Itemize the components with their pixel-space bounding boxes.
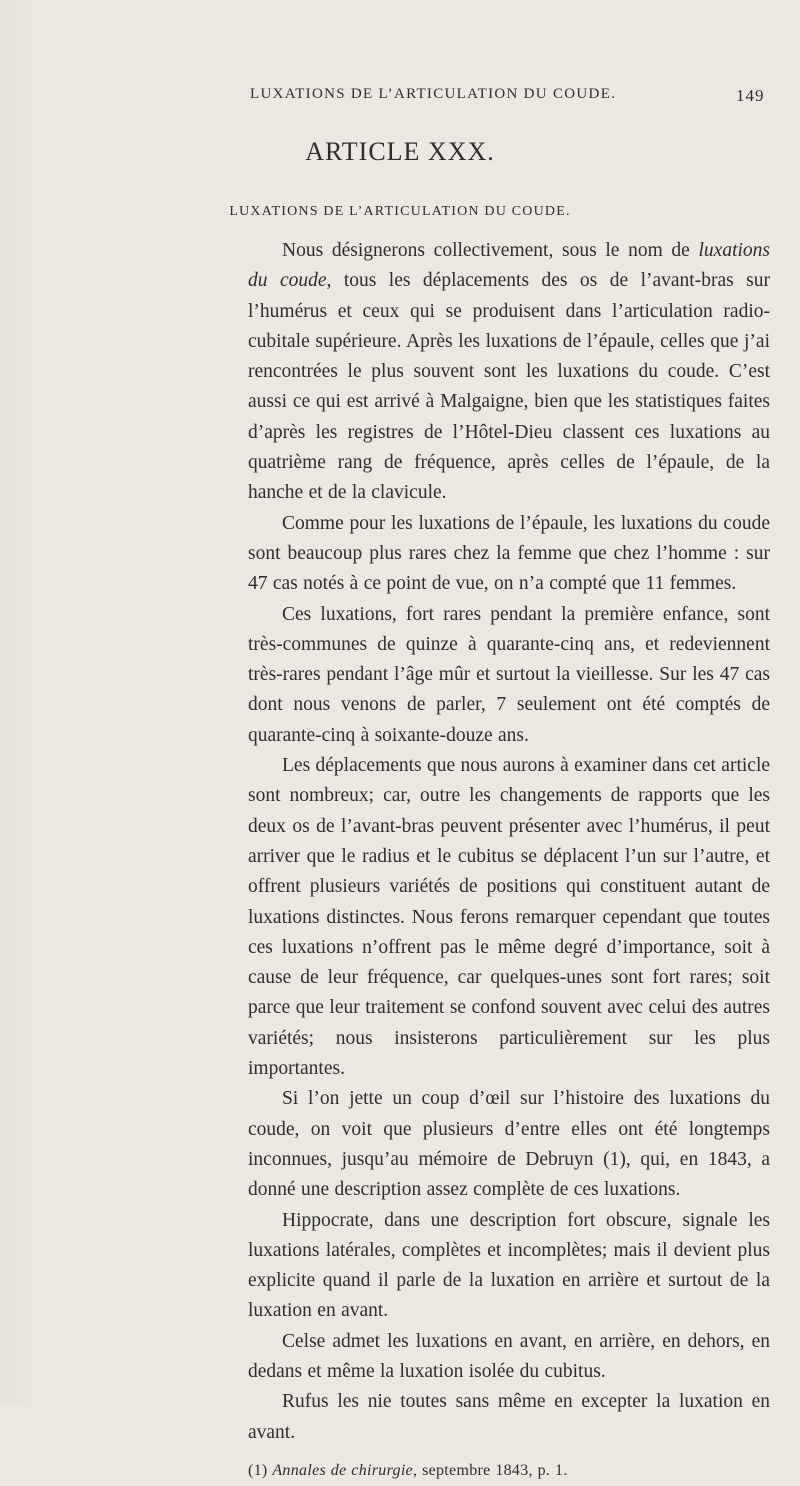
paragraph-6: Hippocrate, dans une description fort obscure, signale les luxations latérales, complètes et incomplètes; mais il devient plus explicite quand il parle de la luxation en arrière et surtout de la luxation en avant. — [248, 1209, 770, 1322]
footnote — [248, 1456, 770, 1486]
paragraph-7: Celse admet les luxations en avant, en arrière, en dehors, en dedans et même la luxation isolée du cubitus. — [248, 1330, 770, 1382]
paragraph-5: Si l’on jette un coup d’œil sur l’histoire des luxations du coude, on voit que plusieurs d’entre elles ont été longtemps inconnues, jusqu’au mémoire de Debruyn (1), qui, en 1843, a donné une description assez complète de ces luxations. — [248, 1088, 770, 1201]
footnote-marker: (1) — [248, 1461, 273, 1479]
paragraph-4: Les déplacements que nous aurons à examiner dans cet article sont nombreux; car, outre les changements de rapports que les deux os de l’avant-bras peuvent présenter avec l’humérus, il peut arriver que le radius et le cubitus se déplacent l’un sur l’autre, et offrent plusieurs variétés de positions qui constituent autant de luxations distinctes. Nous ferons remarquer cependant que toutes ces luxations n’offrent pas le même degré d’importance, soit à cause de leur fréquence, car quelques-unes sont fort rares; soit parce que leur traitement se confond souvent avec celui des autres variétés; nous insisterons particulièrement sur les plus importantes. — [248, 755, 771, 1080]
running-head — [0, 86, 800, 114]
article-title: ARTICLE XXX. — [305, 137, 495, 166]
footnote-rest: , septembre 1843, p. 1. — [412, 1461, 568, 1479]
paragraph-1-rest: , tous les déplacements des os de l’avant-bras sur l’humérus et ceux qui se produisent dans l’articulation radio-cubitale supérieure. Après les luxations de l’épaule, celles que j’ai rencontrées le plus souvent sont les luxations du coude. C’est aussi ce qui est arrivé à Malgaigne, bien que les statistiques faites d’après les registres de l’Hôtel-Dieu classent ces luxations au quatrième rang de fréquence, après celles de l’épaule, de la hanche et de la clavicule. — [248, 270, 770, 504]
paragraph-2: Comme pour les luxations de l’épaule, les luxations du coude sont beaucoup plus rares chez la femme que chez l’homme : sur 47 cas notés à ce point de vue, on n’a compté que 11 femmes. — [248, 512, 770, 595]
paragraph-1 — [248, 236, 770, 509]
running-title: LUXATIONS DE L’ARTICULATION DU COUDE. — [250, 86, 617, 102]
article-subtitle: LUXATIONS DE L’ARTICULATION DU COUDE. — [229, 204, 571, 219]
page-number: 149 — [736, 86, 765, 105]
body-text — [248, 236, 770, 1486]
footnote-source: Annales de chirurgie — [272, 1461, 413, 1479]
paragraph-1-start: Nous désignerons collectivement, sous le nom de — [282, 240, 699, 261]
term-luxations-du-coude: luxations du coude — [248, 240, 770, 292]
paragraph-3: Ces luxations, fort rares pendant la première enfance, sont très-communes de quinze à quarante-cinq ans, et redeviennent très-rares pendant l’âge mûr et surtout la vieillesse. Sur les 47 cas dont nous venons de parler, 7 seulement ont été comptés de quarante-cinq à soixante-douze ans. — [248, 603, 770, 746]
paragraph-8: Rufus les nie toutes sans même en excepter la luxation en avant. — [248, 1391, 770, 1443]
